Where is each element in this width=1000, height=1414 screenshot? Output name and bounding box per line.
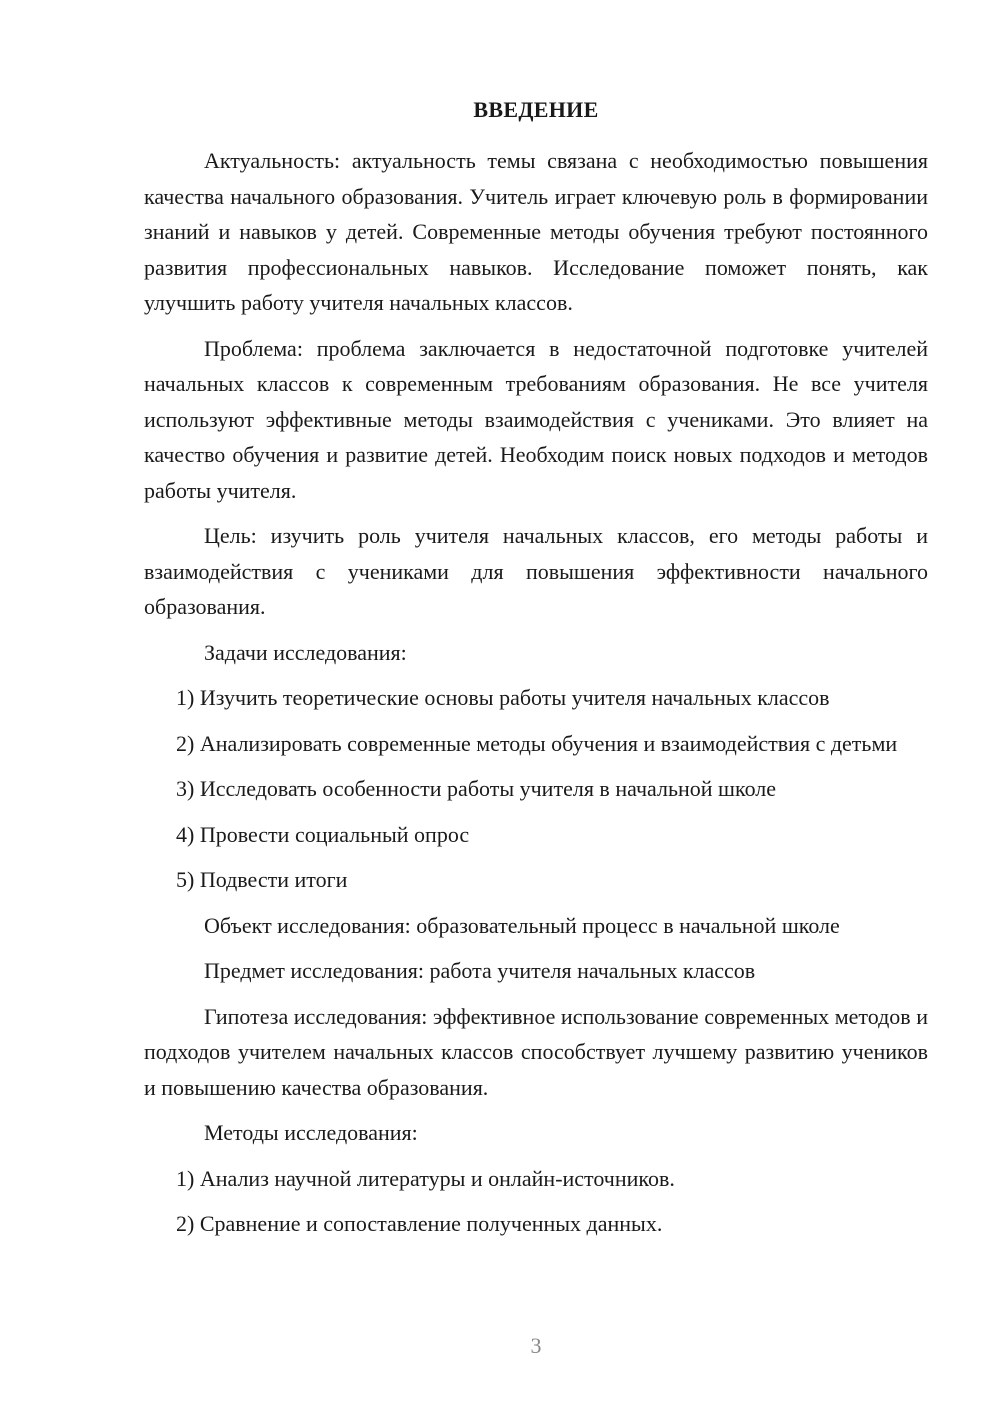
document-title: ВВЕДЕНИЕ [473, 97, 599, 122]
document-page [144, 95, 928, 1252]
task-item: 5) Подвести итоги [176, 867, 348, 892]
research-object: Объект исследования: образовательный процесс в начальной школе [204, 912, 840, 938]
page-number: 3 [530, 1333, 542, 1358]
research-subject: Предмет исследования: работа учителя начальных классов [204, 958, 756, 983]
task-item: 3) Исследовать особенности работы учителя в начальной школе [176, 776, 777, 801]
task-item: 1) Изучить теоретические основы работы учителя начальных классов [176, 685, 830, 710]
methods-heading: Методы исследования: [204, 1120, 418, 1145]
task-item: 4) Провести социальный опрос [176, 821, 470, 847]
research-hypothesis: Гипотеза исследования: эффективное использование современных методов и подходов учителем начальных классов способствует лучшему развитию учеников и повышению качества образования. [144, 1003, 928, 1100]
task-item: 2) Анализировать современные методы обучения и взаимодействия с детьми [176, 730, 898, 756]
paragraph-relevance: Актуальность: актуальность темы связана с необходимостью повышения качества начального образования. Учитель играет ключевую роль в формировании знаний и навыков у детей. Современные методы обучения требуют постоянного развития профессиональных навыков. Исследование поможет понять, как улучшить работу учителя начальных классов. [144, 148, 928, 315]
method-item: 2) Сравнение и сопоставление полученных данных. [176, 1211, 663, 1236]
paragraph-goal: Цель: изучить роль учителя начальных классов, его методы работы и взаимодействия с учениками для повышения эффективности начального образования. [144, 523, 928, 619]
tasks-heading: Задачи исследования: [204, 639, 407, 665]
method-item: 1) Анализ научной литературы и онлайн-источников. [176, 1165, 675, 1191]
paragraph-problem: Проблема: проблема заключается в недостаточной подготовке учителей начальных классов к современным требованиям образования. Не все учителя используют эффективные методы взаимодействия с учениками. Это влияет на качество обучения и развитие детей. Необходим поиск новых подходов и методов работы учителя. [144, 335, 928, 503]
